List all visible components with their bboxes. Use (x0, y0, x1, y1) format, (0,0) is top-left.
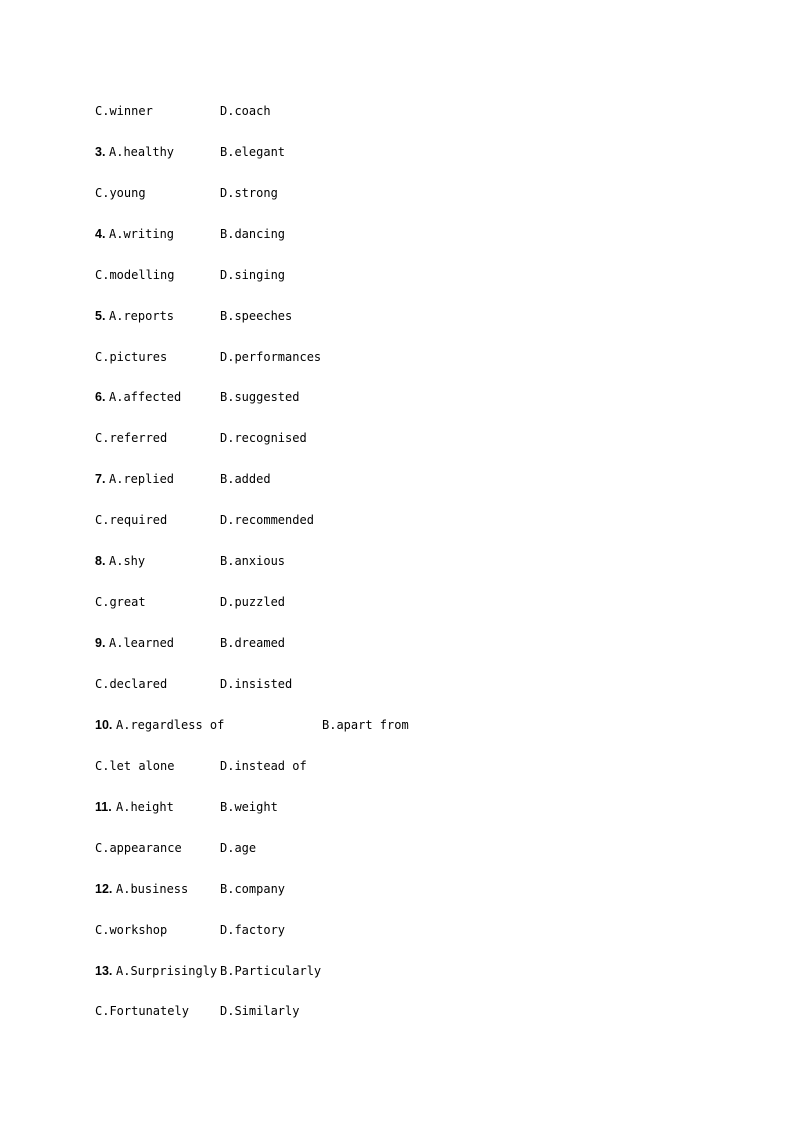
option-a: A.writing (109, 227, 175, 241)
option-c: C.let alone (95, 759, 175, 773)
question-number: 4. (95, 227, 106, 241)
option-c: C.modelling (95, 268, 175, 282)
option-a: A.height (116, 800, 174, 814)
option-c: C.great (95, 595, 146, 609)
option-a: A.business (116, 882, 189, 896)
option-a: A.reports (109, 309, 175, 323)
option-c: C.referred (95, 431, 168, 445)
option-c: C.required (95, 513, 168, 527)
option-a: A.regardless of (116, 718, 225, 732)
option-b: B.anxious (220, 554, 286, 568)
option-a: A.learned (109, 636, 175, 650)
option-d: D.factory (220, 923, 286, 937)
question-number: 8. (95, 554, 106, 568)
option-a: A.healthy (109, 145, 175, 159)
question-number: 7. (95, 472, 106, 486)
option-d: D.age (220, 841, 257, 855)
option-d: D.instead of (220, 759, 307, 773)
option-d: D.puzzled (220, 595, 286, 609)
question-number: 3. (95, 145, 106, 159)
option-b: B.added (220, 472, 271, 486)
option-d: D.recommended (220, 513, 314, 527)
option-b: B.dreamed (220, 636, 286, 650)
option-c: C.winner (95, 104, 153, 118)
option-d: D.Similarly (220, 1004, 300, 1018)
option-a: A.Surprisingly (116, 964, 218, 978)
option-d: D.coach (220, 104, 271, 118)
question-number: 5. (95, 309, 106, 323)
question-number: 6. (95, 390, 106, 404)
question-number: 10. (95, 718, 113, 732)
option-c: C.workshop (95, 923, 168, 937)
option-c: C.pictures (95, 350, 168, 364)
option-b: B.dancing (220, 227, 286, 241)
option-b: B.weight (220, 800, 278, 814)
question-number: 13. (95, 964, 113, 978)
question-number: 12. (95, 882, 113, 896)
option-b: B.elegant (220, 145, 286, 159)
option-d: D.strong (220, 186, 278, 200)
option-b: B.speeches (220, 309, 293, 323)
question-number: 9. (95, 636, 106, 650)
option-a: A.shy (109, 554, 146, 568)
option-d: D.recognised (220, 431, 307, 445)
option-c: C.young (95, 186, 146, 200)
option-a: A.replied (109, 472, 175, 486)
option-c: C.declared (95, 677, 168, 691)
option-a: A.affected (109, 390, 182, 404)
option-b: B.company (220, 882, 286, 896)
option-c: C.appearance (95, 841, 182, 855)
option-b: B.apart from (322, 718, 409, 732)
option-d: D.performances (220, 350, 322, 364)
option-d: D.singing (220, 268, 286, 282)
option-b: B.suggested (220, 390, 300, 404)
question-number: 11. (95, 800, 112, 814)
option-d: D.insisted (220, 677, 293, 691)
option-b: B.Particularly (220, 964, 322, 978)
option-c: C.Fortunately (95, 1004, 189, 1018)
